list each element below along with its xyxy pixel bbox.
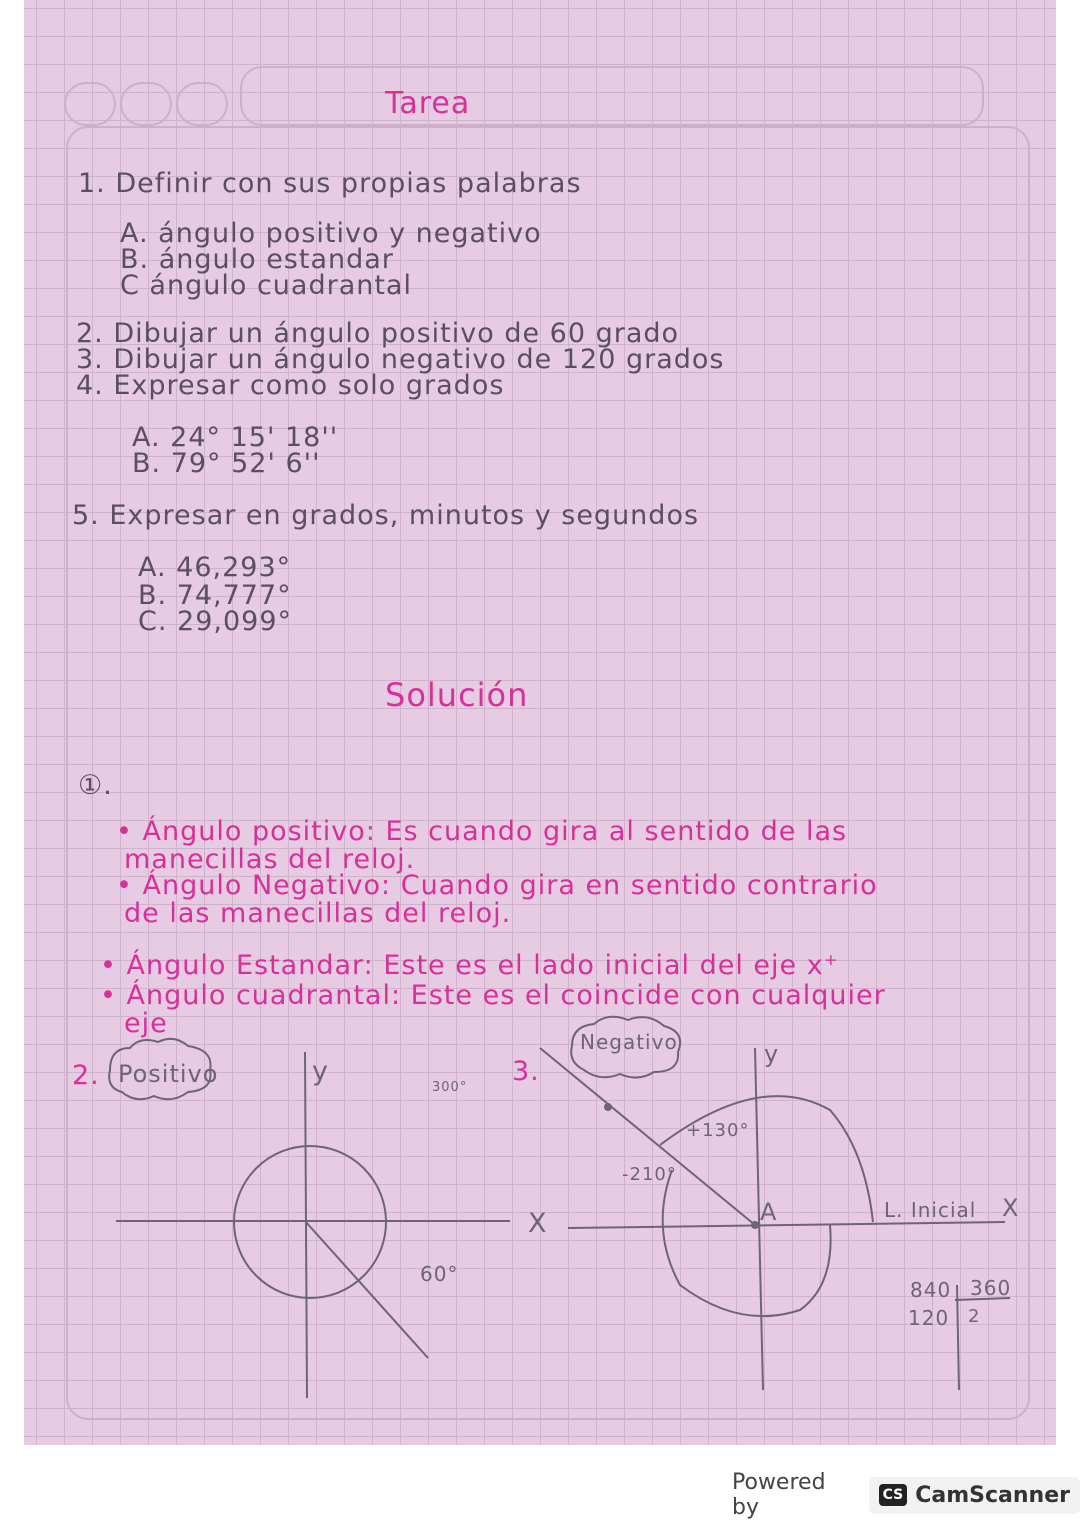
camscanner-footer bbox=[732, 1470, 1080, 1520]
def-standard-term: • Ángulo Estandar: bbox=[100, 950, 374, 981]
def-negative-term: • Ángulo Negativo: bbox=[116, 870, 392, 901]
diagram3-initial-side: L. Inicial bbox=[884, 1198, 977, 1222]
diagram3-label: Negativo bbox=[580, 1030, 678, 1054]
page-title: Tarea bbox=[385, 86, 471, 121]
diagram3-y-label: y bbox=[764, 1040, 780, 1068]
def-positive-text: Es cuando gira al sentido de las bbox=[385, 816, 848, 847]
division-quotient: 2 bbox=[968, 1306, 981, 1327]
axis-x-right bbox=[568, 1222, 1005, 1228]
question-1c: C ángulo cuadrantal bbox=[120, 270, 412, 301]
def-negative-text: Cuando gira en sentido contrario bbox=[400, 870, 878, 901]
question-4b: B. 79° 52' 6'' bbox=[132, 448, 321, 479]
question-1a: A. ángulo positivo y negativo bbox=[120, 218, 542, 249]
question-2: 2. Dibujar un ángulo positivo de 60 grado bbox=[76, 318, 680, 349]
def-positive-text-2: manecillas del reloj. bbox=[124, 844, 416, 875]
diagram2-angle-label: 60° bbox=[420, 1262, 459, 1286]
diagram3-x-label: X bbox=[1002, 1194, 1020, 1222]
def-positive-term: • Ángulo positivo: bbox=[116, 816, 376, 847]
diagram2-x-label: X bbox=[528, 1208, 548, 1239]
diagram2-number: 2. bbox=[72, 1060, 100, 1091]
question-5c: C. 29,099° bbox=[138, 606, 292, 637]
diagram2-label: Positivo bbox=[118, 1060, 219, 1088]
diagram2-arc-label: 300° bbox=[432, 1080, 468, 1095]
camscanner-brand: CamScanner bbox=[915, 1482, 1070, 1508]
camscanner-badge bbox=[869, 1477, 1080, 1514]
diagram3-vertex: A bbox=[760, 1198, 778, 1226]
def-standard-text: Este es el lado inicial del eje x⁺ bbox=[383, 950, 839, 981]
def-quadrantal-term: • Ángulo cuadrantal: bbox=[100, 980, 402, 1011]
question-1: 1. Definir con sus propias palabras bbox=[78, 168, 582, 199]
question-5a: A. 46,293° bbox=[138, 552, 292, 583]
def-quadrantal-text: Este es el coincide con cualquier bbox=[410, 980, 886, 1011]
question-4: 4. Expresar como solo grados bbox=[76, 370, 505, 401]
question-3: 3. Dibujar un ángulo negativo de 120 grados bbox=[76, 344, 725, 375]
question-4a: A. 24° 15' 18'' bbox=[132, 422, 339, 453]
arc-minus210 bbox=[663, 1170, 831, 1316]
question-5b: B. 74,777° bbox=[138, 580, 292, 611]
ray-60 bbox=[305, 1221, 428, 1358]
def-negative-text-2: de las manecillas del reloj. bbox=[124, 898, 512, 929]
diagram2-y-label: y bbox=[312, 1056, 329, 1087]
diagram3-neg-angle: -210° bbox=[622, 1164, 677, 1185]
camscanner-logo-icon: CS bbox=[879, 1484, 908, 1506]
solution-heading: Solución bbox=[385, 676, 529, 714]
question-5: 5. Expresar en grados, minutos y segundos bbox=[72, 500, 700, 531]
division-remainder: 120 bbox=[908, 1306, 950, 1330]
axis-y-left bbox=[305, 1052, 307, 1398]
diagram3-number: 3. bbox=[512, 1056, 540, 1087]
division-divisor: 360 bbox=[970, 1276, 1012, 1300]
diagram3-pos-angle: +130° bbox=[686, 1120, 750, 1141]
division-dividend: 840 bbox=[910, 1278, 952, 1302]
question-1b: B. ángulo estandar bbox=[120, 244, 394, 275]
def-quadrantal-text-2: eje bbox=[124, 1008, 168, 1039]
solution-number: ①. bbox=[78, 770, 113, 801]
powered-by-text: Powered by bbox=[732, 1470, 826, 1520]
